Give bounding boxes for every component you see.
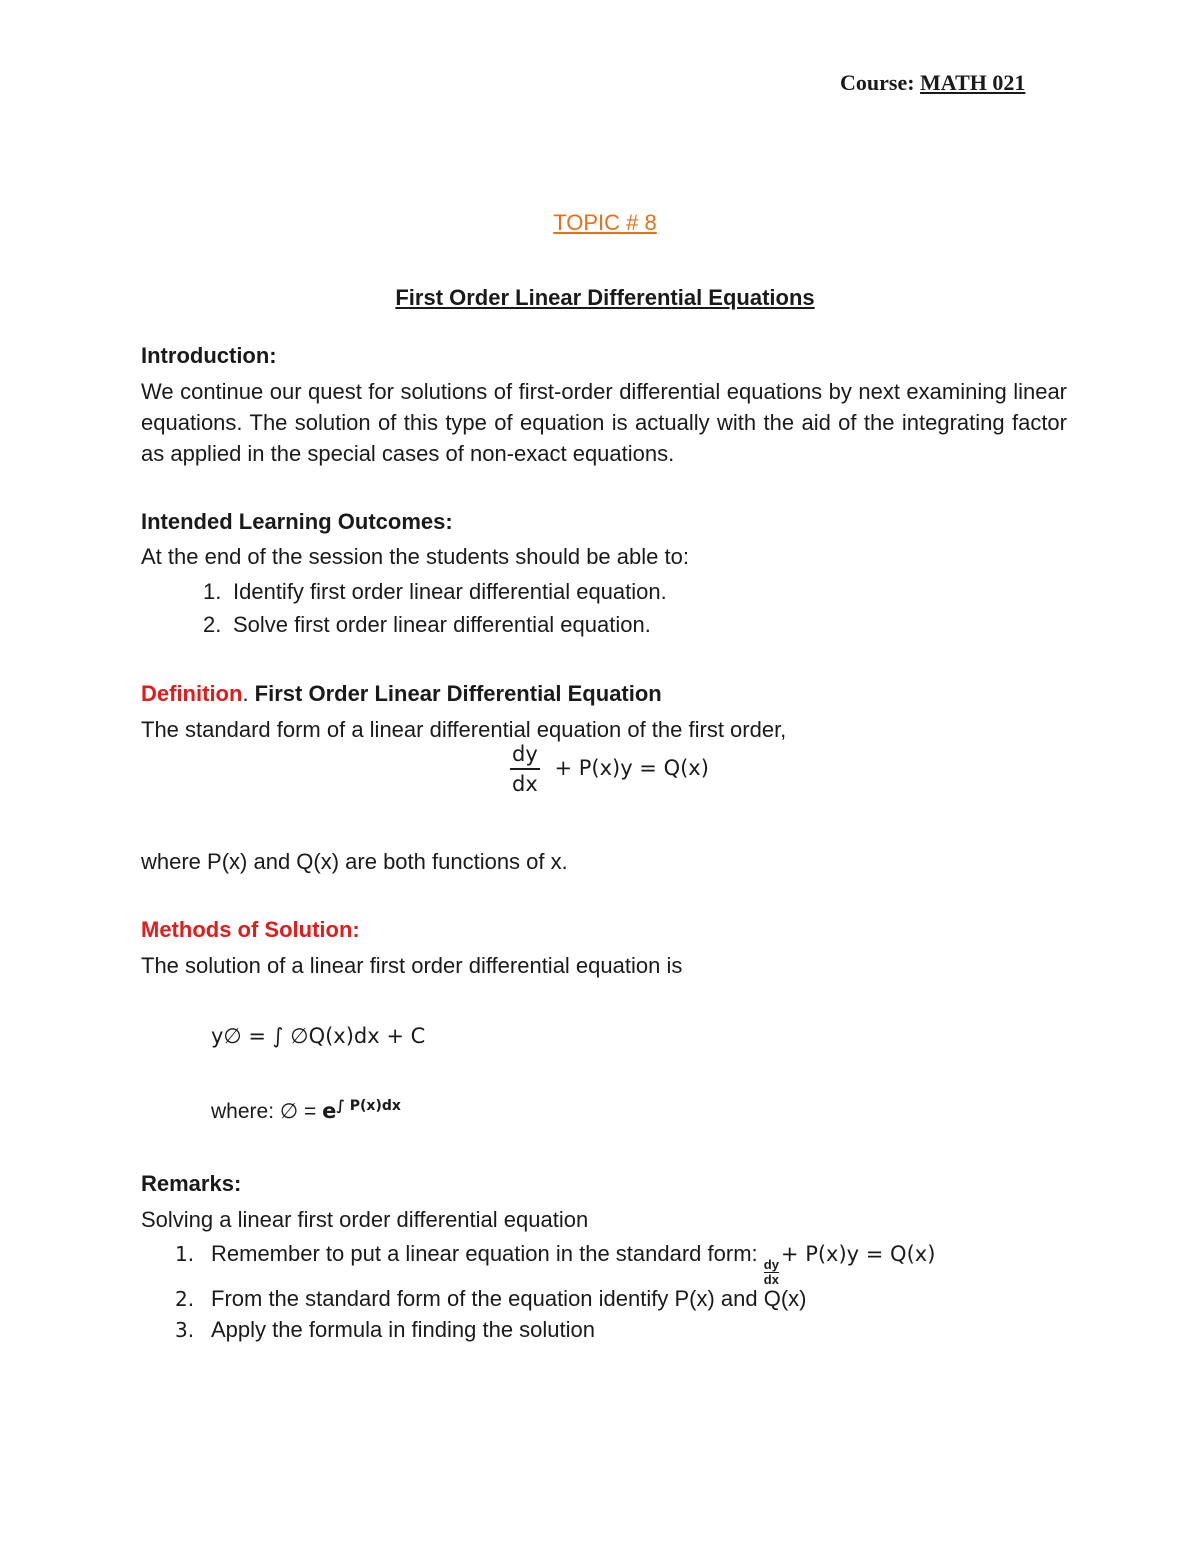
solution-formula: y∅ = ∫ ∅Q(x)dx + C bbox=[211, 1024, 426, 1048]
methods-lead: The solution of a linear first order differential equation is bbox=[141, 953, 683, 978]
definition-title: First Order Linear Differential Equation bbox=[248, 681, 662, 706]
list-text: Identify first order linear differential equation. bbox=[233, 579, 667, 604]
integrating-factor bbox=[211, 1098, 401, 1124]
equation-rest: + P(x)y = Q(x) bbox=[780, 1242, 936, 1266]
equation-rest: + P(x)y = Q(x) bbox=[554, 756, 709, 780]
list-number: 3. bbox=[175, 1318, 195, 1342]
fraction-numerator: dy bbox=[512, 742, 538, 766]
introduction-heading: Introduction: bbox=[141, 343, 277, 368]
definition-separator: . bbox=[242, 681, 249, 706]
standard-form-equation bbox=[510, 742, 709, 796]
definition-lead: The standard form of a linear differential equation of the first order, bbox=[141, 717, 787, 742]
remarks-item-3 bbox=[175, 1317, 595, 1343]
course-header bbox=[840, 70, 1025, 96]
list-text: From the standard form of the equation identify P(x) and Q(x) bbox=[211, 1286, 807, 1311]
list-number: 2. bbox=[175, 1287, 195, 1311]
methods-heading: Methods of Solution: bbox=[141, 917, 360, 942]
remarks-item-1 bbox=[175, 1241, 935, 1287]
course-code: MATH 021 bbox=[920, 70, 1026, 95]
fraction-denominator: dx bbox=[763, 1272, 779, 1287]
list-text: Apply the formula in finding the solution bbox=[211, 1317, 596, 1342]
remarks-heading: Remarks: bbox=[141, 1171, 242, 1196]
list-item bbox=[203, 608, 667, 641]
fraction-numerator: dy bbox=[763, 1257, 779, 1272]
course-label: Course: bbox=[840, 70, 915, 95]
definition-after: where P(x) and Q(x) are both functions of x. bbox=[141, 849, 568, 874]
definition-label: Definition bbox=[141, 681, 243, 706]
fraction-denominator: dx bbox=[510, 768, 540, 796]
exp-base: e bbox=[322, 1099, 337, 1123]
list-text: Remember to put a linear equation in the standard form: bbox=[211, 1241, 764, 1266]
where-label: where: ∅ = bbox=[211, 1100, 323, 1123]
introduction-text: We continue our quest for solutions of first-order differential equations by next examining linear equations. The solution of this type of equation is actually with the aid of the integrating factor as applied in the special cases of non-exact equations. bbox=[141, 379, 1067, 466]
list-text: Solve first order linear differential equation. bbox=[233, 612, 651, 637]
remarks-lead: Solving a linear first order differential equation bbox=[141, 1207, 589, 1232]
list-number: 2. bbox=[203, 612, 222, 637]
outcomes-lead: At the end of the session the students should be able to: bbox=[141, 544, 689, 569]
page-title: First Order Linear Differential Equations bbox=[395, 285, 815, 310]
definition-heading bbox=[141, 681, 662, 707]
list-number: 1. bbox=[203, 579, 222, 604]
remarks-item-2 bbox=[175, 1286, 807, 1312]
list-item bbox=[203, 575, 667, 608]
list-number: 1. bbox=[175, 1242, 195, 1266]
outcomes-heading: Intended Learning Outcomes: bbox=[141, 509, 453, 534]
topic-number: TOPIC # 8 bbox=[553, 210, 657, 235]
outcomes-list bbox=[203, 575, 667, 641]
dy-dx-fraction bbox=[764, 1258, 779, 1287]
dy-dx-fraction bbox=[510, 742, 540, 796]
exp-power: ∫ P(x)dx bbox=[336, 1098, 401, 1114]
